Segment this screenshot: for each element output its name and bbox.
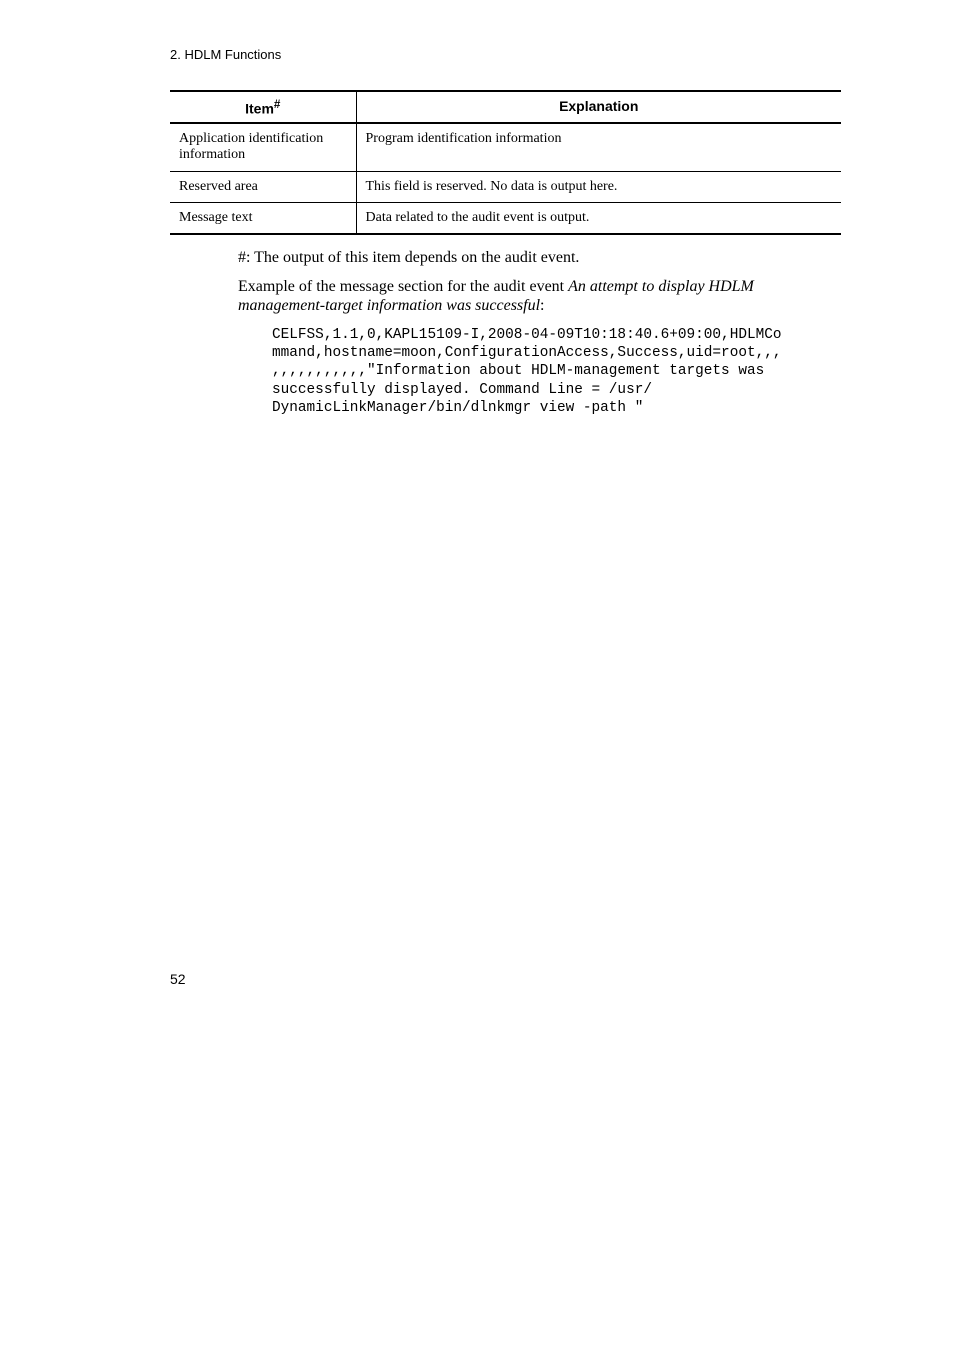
code-line: CELFSS,1.1,0,KAPL15109-I,2008-04-09T10:18:40.6+09:00,HDLMCo [272, 327, 782, 343]
table-cell-explanation: Program identification information [356, 123, 841, 172]
column-header-explanation: Explanation [356, 91, 841, 123]
code-line: ,,,,,,,,,,,"Information about HDLM-management targets was [272, 363, 765, 380]
example-event-name: An attempt to display HDLM management-target information was successful [238, 278, 754, 314]
table-row [170, 123, 841, 172]
column-header-item-label: Item [245, 100, 274, 117]
table-cell-item: Application identification information [170, 123, 356, 172]
code-line: successfully displayed. Command Line = /usr/ [272, 381, 652, 398]
running-header: 2. HDLM Functions [170, 47, 282, 62]
code-example [272, 326, 782, 417]
footnote-marker: # [273, 98, 281, 111]
code-line: mmand,hostname=moon,ConfigurationAccess,Success,uid=root,,, [272, 345, 782, 362]
audit-log-items-table [170, 90, 841, 235]
column-header-item [170, 91, 356, 123]
table-row [170, 172, 841, 203]
table-row [170, 203, 841, 235]
table-cell-explanation: Data related to the audit event is output. [356, 203, 841, 235]
example-intro [238, 277, 838, 315]
table-cell-item: Reserved area [170, 172, 356, 203]
example-trail: : [540, 297, 545, 314]
page-number: 52 [170, 971, 186, 987]
table-header-row [170, 91, 841, 123]
table-cell-explanation: This field is reserved. No data is output here. [356, 172, 841, 203]
table-cell-item: Message text [170, 203, 356, 235]
table-footnote: #: The output of this item depends on the audit event. [238, 249, 580, 266]
code-line: DynamicLinkManager/bin/dlnkmgr view -path " [272, 399, 644, 416]
example-lead: Example of the message section for the audit event [238, 278, 569, 295]
